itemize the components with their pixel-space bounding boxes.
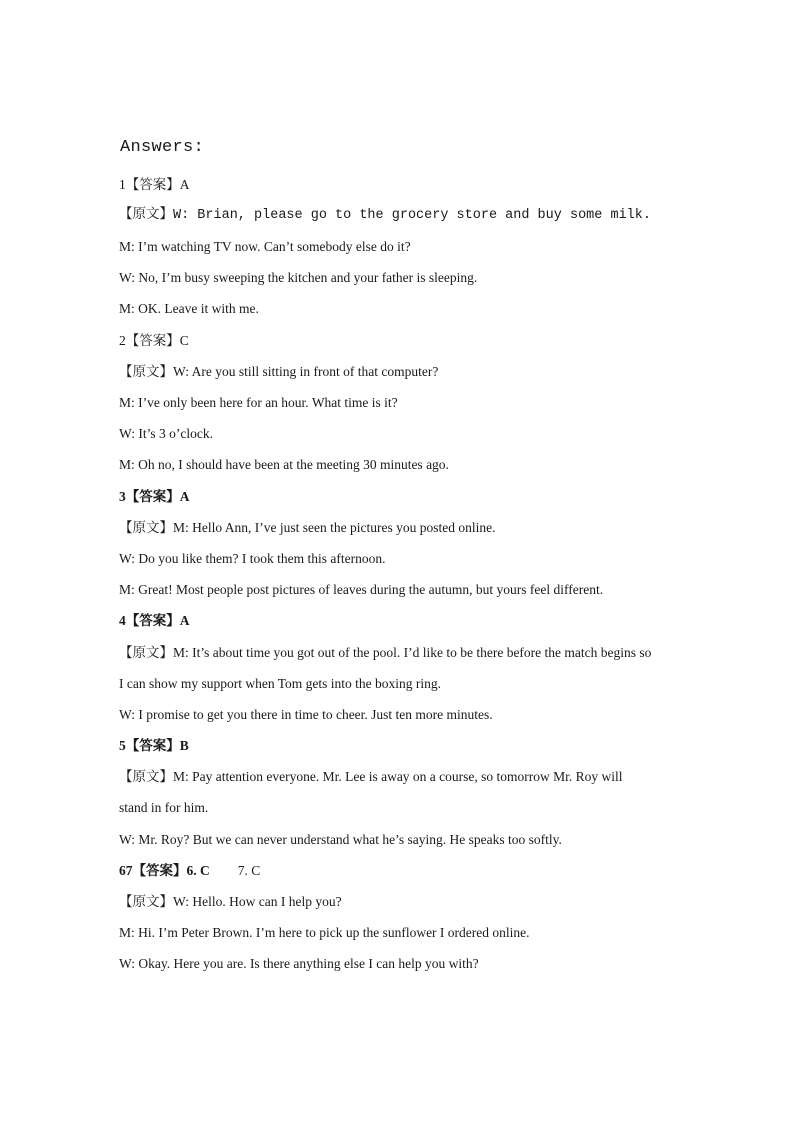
answer-line-q6-q7 bbox=[119, 860, 260, 882]
answer-line-q1: 1【答案】A bbox=[119, 177, 190, 192]
transcript-line: M: Oh no, I should have been at the meeting 30 minutes ago. bbox=[119, 457, 449, 472]
transcript-line: I can show my support when Tom gets into the boxing ring. bbox=[119, 676, 442, 691]
transcript-line: W: I promise to get you there in time to cheer. Just ten more minutes. bbox=[119, 707, 493, 722]
transcript-line: W: Mr. Roy? But we can never understand what he’s saying. He speaks too softly. bbox=[119, 832, 562, 847]
answer-q7: 7. C bbox=[237, 863, 261, 878]
answers-heading: Answers: bbox=[120, 138, 205, 157]
transcript-line: 【原文】W: Hello. How can I help you? bbox=[119, 894, 342, 909]
transcript-line: stand in for him. bbox=[119, 800, 209, 815]
transcript-line: W: It’s 3 o’clock. bbox=[119, 426, 213, 441]
answer-line-q4: 4【答案】A bbox=[119, 613, 190, 628]
answer-line-q2: 2【答案】C bbox=[119, 333, 189, 348]
transcript-line: 【原文】W: Are you still sitting in front of that computer? bbox=[119, 364, 439, 379]
transcript-line: 【原文】M: Pay attention everyone. Mr. Lee is away on a course, so tomorrow Mr. Roy will bbox=[119, 769, 623, 784]
answer-line-q5: 5【答案】B bbox=[119, 738, 189, 753]
transcript-line: M: I’m watching TV now. Can’t somebody else do it? bbox=[119, 239, 411, 254]
transcript-line: 【原文】M: It’s about time you got out of the pool. I’d like to be there before the match begins so bbox=[119, 645, 652, 660]
transcript-line: M: I’ve only been here for an hour. What time is it? bbox=[119, 395, 398, 410]
answer-q6: 67【答案】6. C bbox=[119, 863, 210, 878]
answer-line-q3: 3【答案】A bbox=[119, 489, 190, 504]
transcript-line: M: Hi. I’m Peter Brown. I’m here to pick up the sunflower I ordered online. bbox=[119, 925, 530, 940]
transcript-line: 【原文】M: Hello Ann, I’ve just seen the pictures you posted online. bbox=[119, 520, 496, 535]
transcript-line: 【原文】W: Brian, please go to the grocery store and buy some milk. bbox=[119, 208, 651, 223]
transcript-line: M: Great! Most people post pictures of leaves during the autumn, but yours feel different. bbox=[119, 582, 604, 597]
transcript-line: W: No, I’m busy sweeping the kitchen and your father is sleeping. bbox=[119, 270, 478, 285]
transcript-line: M: OK. Leave it with me. bbox=[119, 301, 259, 316]
transcript-line: W: Okay. Here you are. Is there anything else I can help you with? bbox=[119, 956, 479, 971]
transcript-line: W: Do you like them? I took them this afternoon. bbox=[119, 551, 386, 566]
